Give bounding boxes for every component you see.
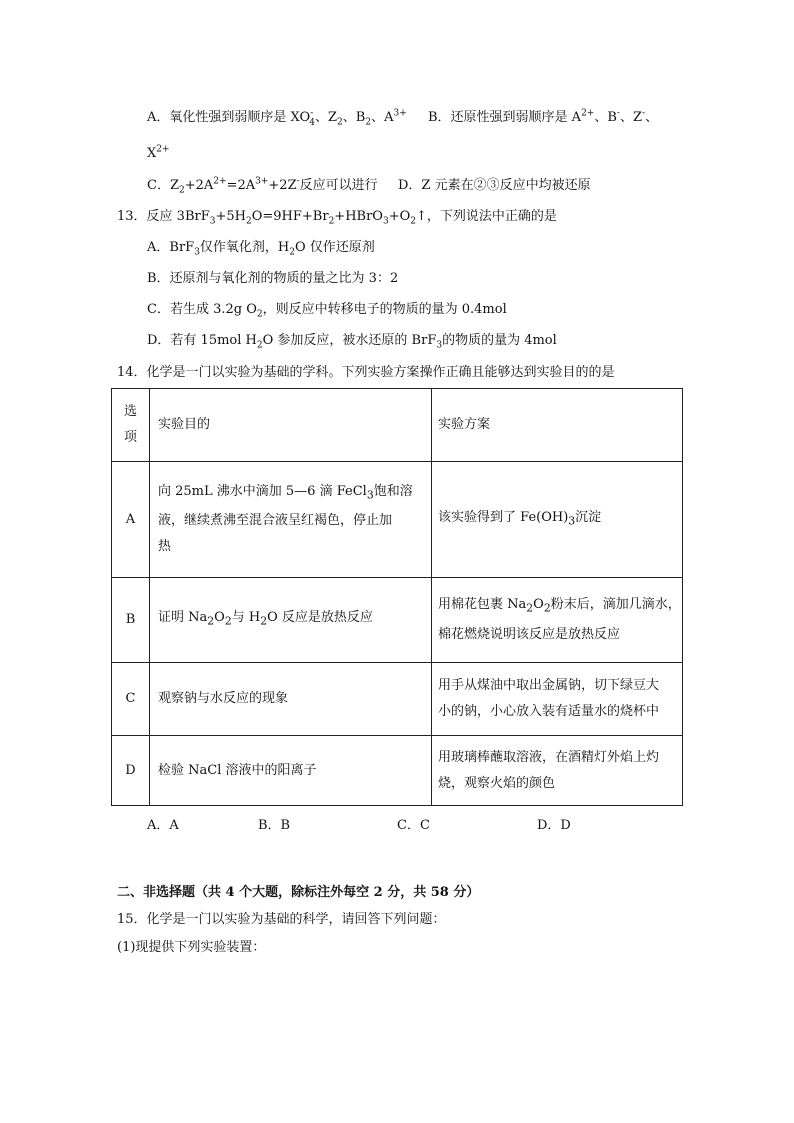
q13-stem: 13．反应 $3BrF_3+5H_2O=9HF+Br_2+HBrO_3+O_2↑$，下列说法中正确的是	[117, 209, 557, 227]
header-plan-cell: 实验方案	[432, 389, 683, 462]
table-row	[112, 736, 683, 806]
row-c-option: C	[112, 663, 150, 736]
q15-stem: 15．化学是一门以实验为基础的科学，请回答下列问题：	[117, 912, 446, 927]
q12-option-b-continued: $X^{2+}$	[147, 144, 170, 161]
q14-answer-b: B．B	[258, 818, 291, 833]
q12-option-d: D．Z 元素在②③反应中均被还原	[398, 178, 591, 193]
q14-answer-a: A．A	[147, 818, 179, 833]
row-c-plan: 用手从煤油中取出金属钠，切下绿豆大 小的钠，小心放入装有适量水的烧杯中	[432, 663, 683, 736]
header-option-cell: 选 项	[112, 389, 150, 462]
header-goal-cell: 实验目的	[150, 389, 432, 462]
q13-option-d: D．若有 15mol $H_2O$ 参加反应，被水还原的 BrF$_3$的物质的量为 4mol	[147, 333, 557, 351]
q14-answer-c: C．C	[397, 818, 430, 833]
row-b-plan: 用棉花包裹 $Na_2O_2$粉末后，滴加几滴水， 棉花燃烧说明该反应是放热反应	[432, 578, 683, 663]
row-b-goal: 证明 $Na_2O_2$与 $H_2O$ 反应是放热反应	[150, 578, 432, 663]
table-row	[112, 578, 683, 663]
row-d-goal: 检验 NaCl 溶液中的阳离子	[150, 736, 432, 806]
section-heading: 二、非选择题（共 4 个大题，除标注外每空 2 分，共 58 分）	[117, 885, 480, 900]
q14-answer-d: D．D	[537, 818, 571, 833]
q12-option-b: B．还原性强到弱顺序是 $A^{2+}$、B-、Z-、	[428, 108, 659, 125]
q13-option-c: C．若生成 3.2g $O_2$，则反应中转移电子的物质的量为 0.4mol	[147, 302, 507, 320]
table-header-row	[112, 389, 683, 462]
q13-option-a: A．BrF$_3$仅作氧化剂，$H_2O$ 仅作还原剂	[147, 240, 375, 258]
q15-part1: (1)现提供下列实验装置：	[117, 940, 266, 955]
table-row	[112, 663, 683, 736]
q12-option-a: A．氧化性强到弱顺序是 $XO^-_4$、$Z_2$、$B_2$、$A^{3+}$	[147, 108, 407, 128]
row-d-option: D	[112, 736, 150, 806]
row-a-plan: 该实验得到了 $Fe(OH)_3$沉淀	[432, 462, 683, 578]
row-b-option: B	[112, 578, 150, 663]
table-row	[112, 462, 683, 578]
experiment-table	[111, 388, 683, 806]
row-a-goal: 向 25mL 沸水中滴加 5—6 滴 FeCl$_3$饱和溶 液，继续煮沸至混合液呈红褐色，停止加 热	[150, 462, 432, 578]
q14-stem: 14．化学是一门以实验为基础的学科。下列实验方案操作正确且能够达到实验目的的是	[117, 365, 615, 380]
q12-option-c: C．$Z_2+2A^{2+}=2A^{3+}+2Z^-$反应可以进行	[147, 176, 378, 196]
q13-option-b: B．还原剂与氧化剂的物质的量之比为 3：2	[147, 271, 399, 286]
row-c-goal: 观察钠与水反应的现象	[150, 663, 432, 736]
row-a-option: A	[112, 462, 150, 578]
row-d-plan: 用玻璃棒蘸取溶液，在酒精灯外焰上灼 烧，观察火焰的颜色	[432, 736, 683, 806]
